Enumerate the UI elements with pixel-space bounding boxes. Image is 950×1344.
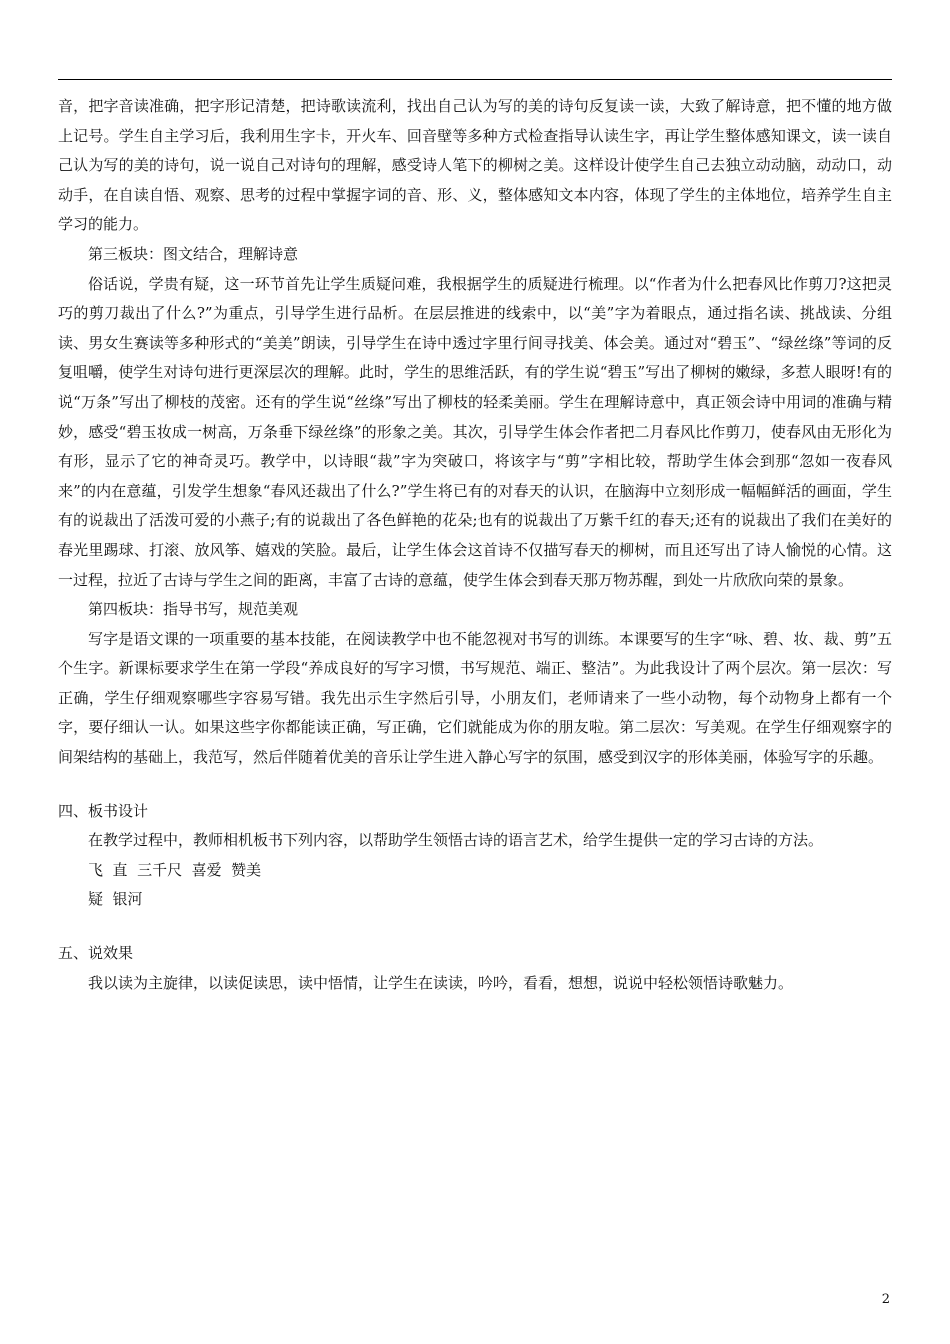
page-number: 2 xyxy=(881,1292,890,1307)
board-words-row-1: 飞 直 三千尺 喜爱 赞美 xyxy=(88,860,262,879)
block3-heading: 第三板块：图文结合，理解诗意 xyxy=(88,244,299,263)
board-words-row-2: 疑 银河 xyxy=(88,890,143,909)
section4-heading: 四、板书设计 xyxy=(58,801,149,820)
section5-paragraph: 我以读为主旋律，以读促读思，读中悟情，让学生在读读，吟吟，看看，想想，说说中轻松领悟诗歌魅力。 xyxy=(88,973,794,992)
continuation-paragraph: 音，把字音读准确，把字形记清楚，把诗歌读流利，找出自己认为写的美的诗句反复读一读，大致了解诗意，把不懂的地方做上记号。学生自主学习后，我利用生字卡，开火车、回音壁等多种方式检查指导认读生字，再让学生整体感知课文，读一读自己认为写的美的诗句，说一说自己对诗句的理解，感受诗人笔下的柳树之美。这样设计使学生自己去独立动动脑，动动口，动动手，在自读自悟、观察、思考的过程中掌握字词的音、形、义，整体感知文本内容，体现了学生的主体地位，培养学生自主学习的能力。 xyxy=(58,97,892,234)
section5-heading: 五、说效果 xyxy=(58,944,134,963)
section4-intro: 在教学过程中，教师相机板书下列内容，以帮助学生领悟古诗的语言艺术，给学生提供一定的学习古诗的方法。 xyxy=(88,831,824,850)
header-rule xyxy=(58,79,892,80)
document-body xyxy=(58,92,892,998)
block4-heading: 第四板块：指导书写，规范美观 xyxy=(88,600,299,619)
block4-paragraph: 写字是语文课的一项重要的基本技能，在阅读教学中也不能忽视对书写的训练。本课要写的生字“咏、碧、妆、裁、剪”五个生字。新课标要求学生在第一学段“养成良好的写字习惯，书写规范、端正、整洁”。为此我设计了两个层次。第一层次：写正确，学生仔细观察哪些字容易写错。我先出示生字然后引导，小朋友们，老师请来了一些小动物，每个动物身上都有一个字，要仔细认一认。如果这些字你都能读正确，写正确，它们就能成为你的朋友啦。第二层次：写美观。在学生仔细观察字的间架结构的基础上，我范写，然后伴随着优美的音乐让学生进入静心写字的氛围，感受到汉字的形体美丽，体验写字的乐趣。 xyxy=(58,629,892,767)
section-gap xyxy=(58,773,892,797)
block3-paragraph: 俗话说，学贵有疑，这一环节首先让学生质疑问难，我根据学生的质疑进行梳理。以“作者为什么把春风比作剪刀?这把灵巧的剪刀裁出了什么?”为重点，引导学生进行品析。在层层推进的线索中，以“美”字为着眼点，通过指名读、挑战读、分组读、男女生赛读等多种形式的“美美”朗读，引导学生在诗中透过字里行间寻找美、体会美。通过对“碧玉”、“绿丝绦”等词的反复咀嚼，使学生对诗句进行更深层次的理解。此时，学生的思维活跃，有的学生说“碧玉”写出了柳树的嫩绿，多惹人眼呀!有的说“万条”写出了柳枝的茂密。还有的学生说“丝绦”写出了柳枝的轻柔美丽。学生在理解诗意中，真正领会诗中用词的准确与精妙，感受“碧玉妆成一树高，万条垂下绿丝绦”的形象之美。其次，引导学生体会作者把二月春风比作剪刀，使春风由无形化为有形，显示了它的神奇灵巧。教学中，以诗眼“裁”字为突破口，将该字与“剪”字相比较，帮助学生体会到那“忽如一夜春风来”的内在意蕴，引发学生想象“春风还裁出了什么?”学生将已有的对春天的认识，在脑海中立刻形成一幅幅鲜活的画面，学生有的说裁出了活泼可爱的小燕子;有的说裁出了各色鲜艳的花朵;也有的说裁出了万紫千红的春天;还有的说裁出了我们在美好的春光里踢球、打滚、放风筝、嬉戏的笑脸。最后，让学生体会这首诗不仅描写春天的柳树，而且还写出了诗人愉悦的心情。这一过程，拉近了古诗与学生之间的距离，丰富了古诗的意蕴，使学生体会到春天那万物苏醒，到处一片欣欣向荣的景象。 xyxy=(58,274,892,589)
section-gap xyxy=(58,915,892,939)
